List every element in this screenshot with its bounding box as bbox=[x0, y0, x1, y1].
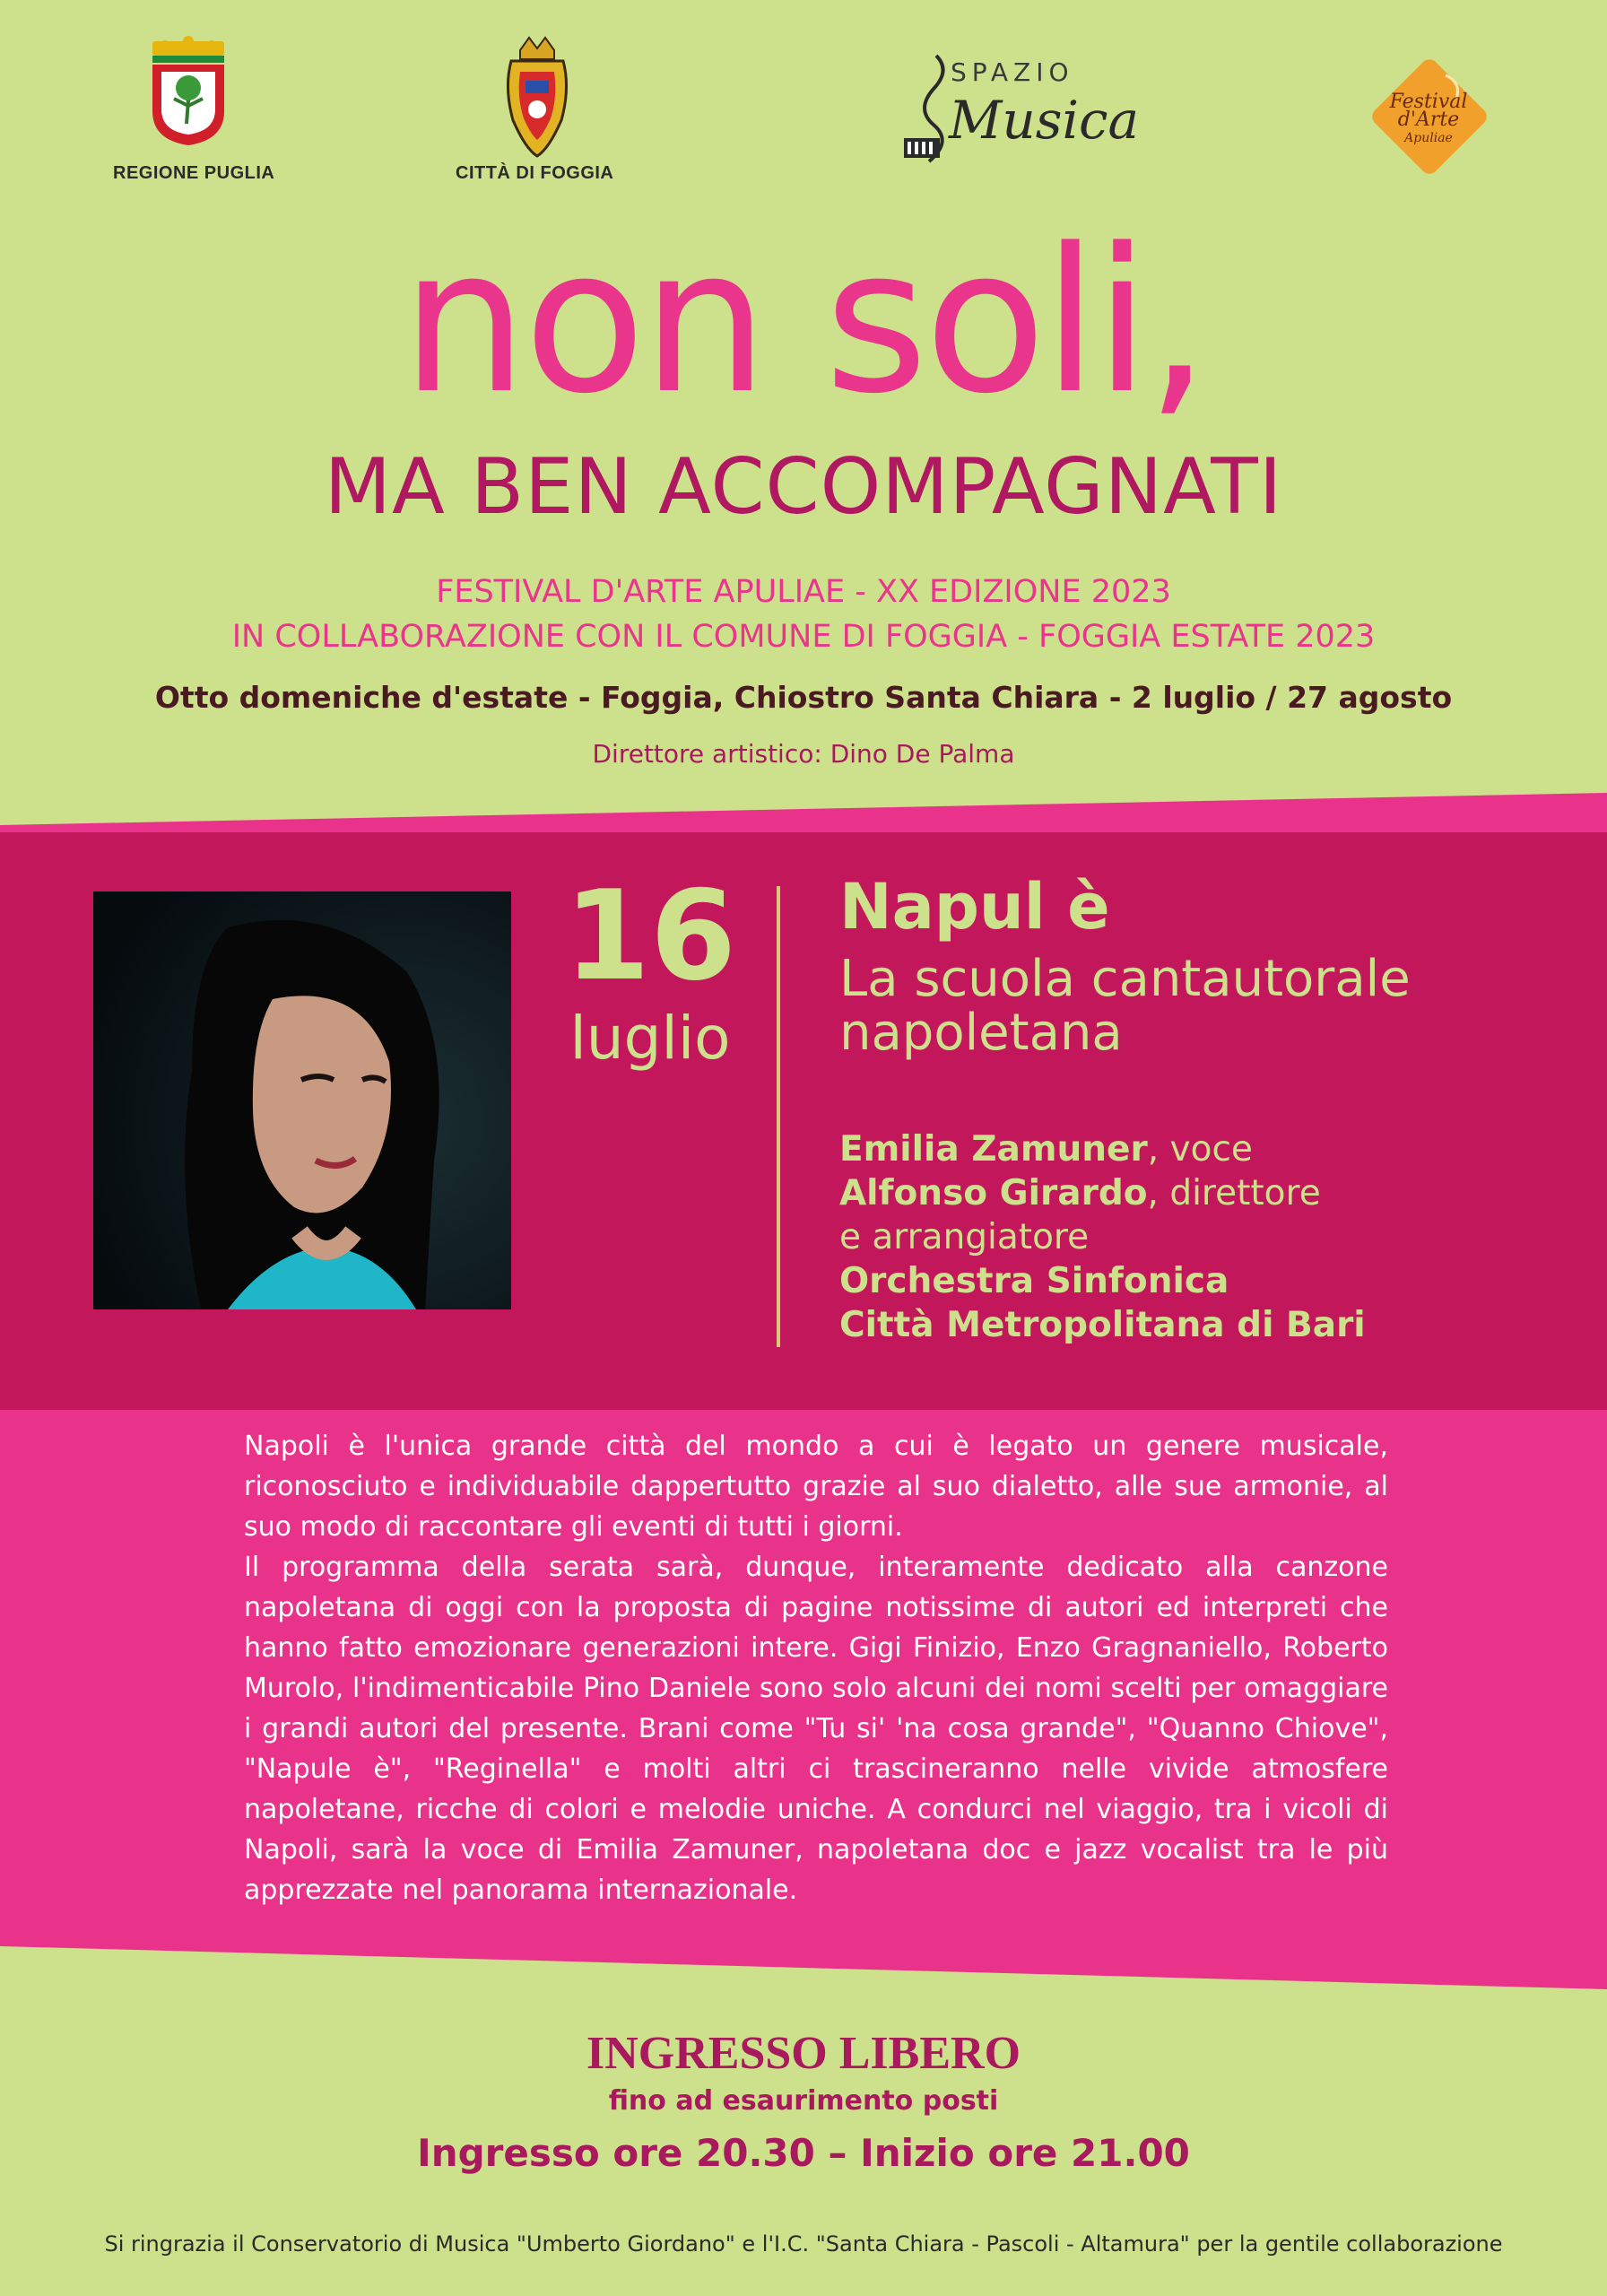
description-paragraph-1: Napoli è l'unica grande città del mondo a cui è legato un genere musicale, riconosciuto e individuabile dappertutto grazie al suo dialetto, alle sue armonie, al suo modo di raccontare gli eventi di tutti i giorni. bbox=[244, 1431, 1388, 1543]
event-title: Napul è bbox=[839, 870, 1110, 944]
cast-line-4 bbox=[839, 1261, 1229, 1301]
free-entry-note: fino ad esaurimento posti bbox=[608, 2085, 999, 2117]
event-description bbox=[244, 1426, 1388, 1910]
conductor-role-cont: e arrangiatore bbox=[839, 1217, 1090, 1257]
foggia-coat-of-arms-icon bbox=[502, 34, 572, 160]
musica-script-label: Musica bbox=[949, 90, 1140, 151]
festival-logo-line2: d'Arte bbox=[1397, 109, 1460, 131]
band-top-strip bbox=[0, 793, 1607, 834]
subtitle: MA BEN ACCOMPAGNATI bbox=[324, 442, 1283, 532]
edition-line-1: FESTIVAL D'ARTE APULIAE - XX EDIZIONE 2023 bbox=[436, 574, 1171, 610]
festival-logo-line1: Festival bbox=[1389, 91, 1468, 113]
festival-logo-text bbox=[1361, 93, 1496, 147]
description-paragraph-2: Il programma della serata sarà, dunque, interamente dedicato alla canzone napoletana di oggi con la proposta di pagine notissime di autori ed interpreti che hanno fatto emozionare generazioni intere. Gigi Finizio, Enzo Gragnaniello, Roberto Murolo, l'indimenticabile Pino Daniele sono solo alcuni dei nomi scelti per omaggiare i grandi autori del presente. Brani come "Tu si' 'na cosa grande", "Quanno Chiove", "Napule è", "Reginella" e molti altri ci trascineranno nelle vivide atmosfere napoletane, ricche di colori e melodie uniche. A condurci nel viaggio, tra i vicoli di Napoli, sarà la voce di Emilia Zamuner, napoletana doc e jazz vocalist tra le più apprezzate nel panorama internazionale. bbox=[244, 1552, 1388, 1906]
citta-di-foggia-label: CITTÀ DI FOGGIA bbox=[456, 163, 614, 183]
cast-line-2 bbox=[839, 1173, 1321, 1213]
performer-name: Emilia Zamuner bbox=[839, 1129, 1148, 1170]
festival-logo-line3: Apuliae bbox=[1404, 131, 1453, 145]
event-day: 16 bbox=[563, 864, 737, 1008]
conductor-name: Alfonso Girardo bbox=[839, 1173, 1148, 1213]
orchestra-name-cont: Città Metropolitana di Bari bbox=[839, 1305, 1366, 1345]
conductor-role: , direttore bbox=[1147, 1173, 1321, 1213]
event-subtitle-line-1: La scuola cantautorale bbox=[839, 950, 1411, 1008]
performer-role: , voce bbox=[1147, 1129, 1253, 1170]
artistic-director: Direttore artistico: Dino De Palma bbox=[592, 739, 1015, 769]
artist-photo bbox=[93, 891, 511, 1309]
cast-line-1 bbox=[839, 1129, 1253, 1170]
spazio-label: SPAZIO bbox=[951, 57, 1074, 87]
acknowledgements: Si ringrazia il Conservatorio di Musica "Umberto Giordano" e l'I.C. "Santa Chiara - Pascoli - Altamura" per la gentile collaborazione bbox=[104, 2231, 1503, 2257]
edition-line-2: IN COLLABORAZIONE CON IL COMUNE DI FOGGIA - FOGGIA ESTATE 2023 bbox=[231, 619, 1376, 655]
free-entry: INGRESSO LIBERO bbox=[586, 2028, 1021, 2079]
event-subtitle-line-2: napoletana bbox=[839, 1004, 1123, 1062]
event-times: Ingresso ore 20.30 – Inizio ore 21.00 bbox=[417, 2131, 1190, 2175]
event-divider bbox=[777, 886, 780, 1347]
cast-line-5 bbox=[839, 1305, 1366, 1345]
cast-line-3 bbox=[839, 1217, 1090, 1257]
main-title: non soli, bbox=[401, 206, 1206, 438]
event-month: luglio bbox=[569, 1004, 731, 1073]
regione-puglia-crest-icon bbox=[147, 34, 230, 149]
orchestra-name: Orchestra Sinfonica bbox=[839, 1261, 1229, 1301]
festival-dates: Otto domeniche d'estate - Foggia, Chiostro Santa Chiara - 2 luglio / 27 agosto bbox=[154, 680, 1453, 715]
regione-puglia-label: REGIONE PUGLIA bbox=[113, 163, 275, 183]
